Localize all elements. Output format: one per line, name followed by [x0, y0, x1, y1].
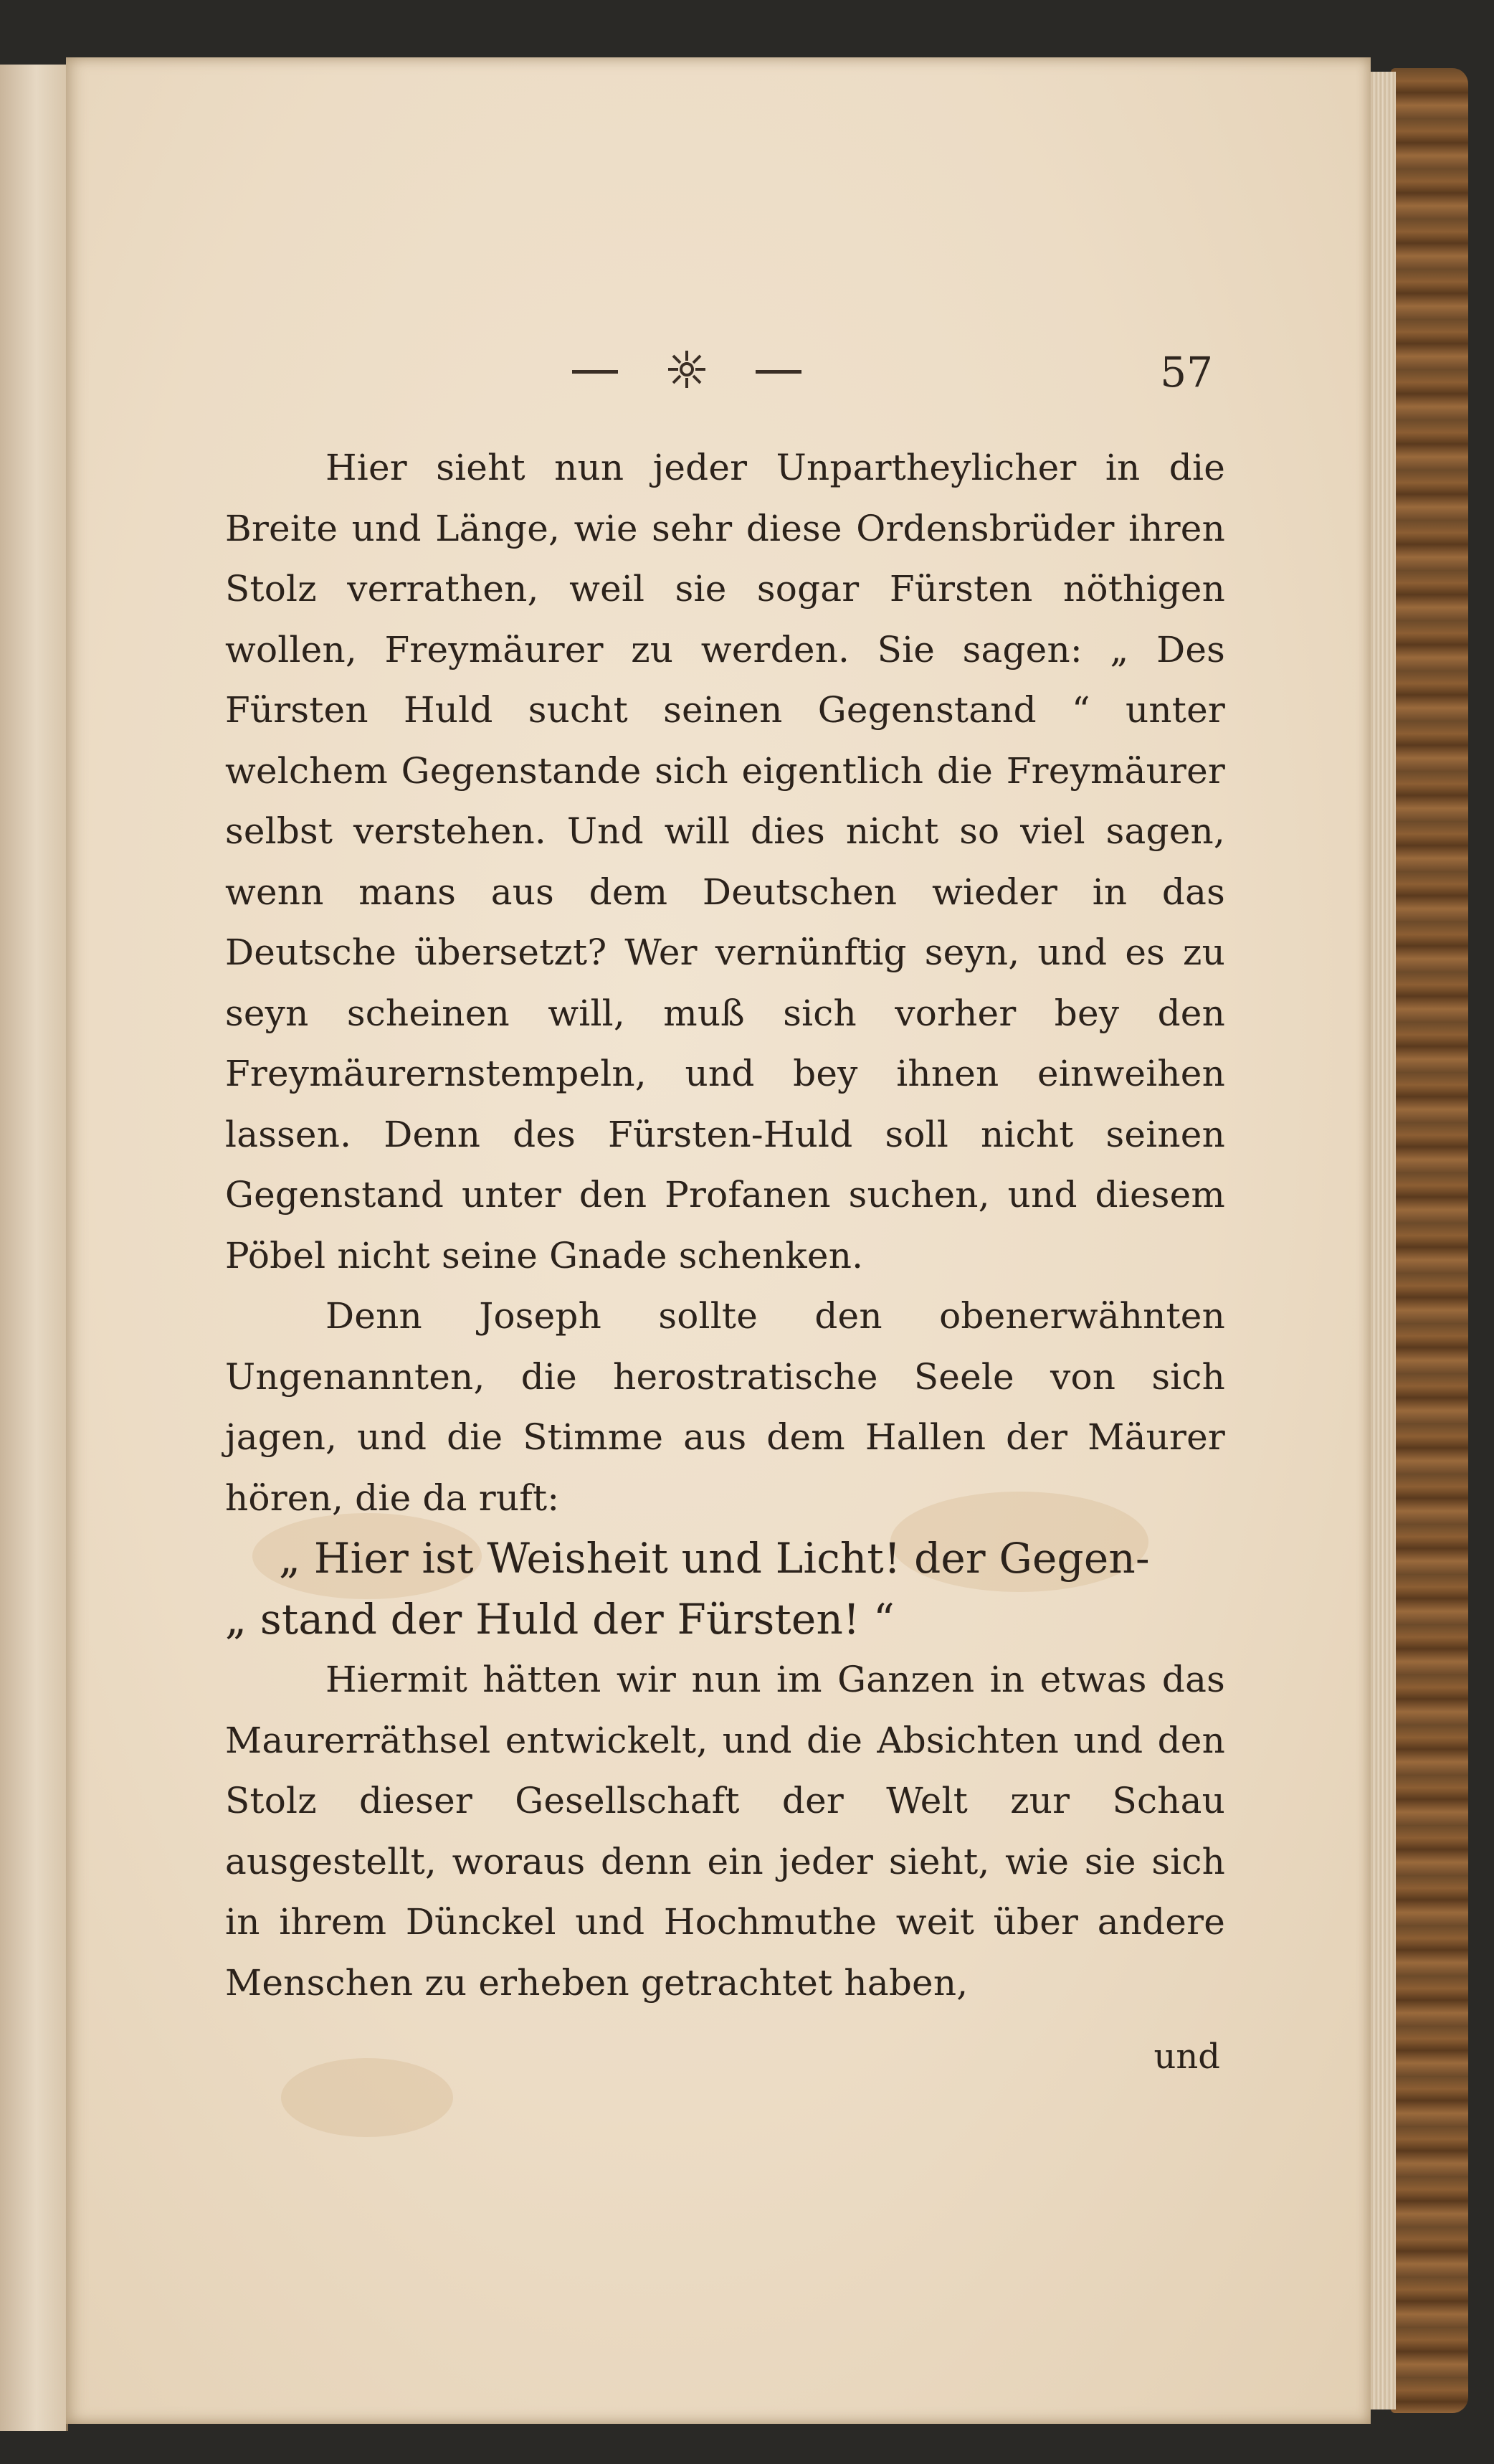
- paragraph-3: Hiermit hätten wir nun im Ganzen in etwas das Maurerräthsel entwickelt, und die Absichten und den Stolz dieser Gesellschaft der Welt zur Schau ausgestellt, woraus denn ein jeder sieht, wie sie sich in ihrem Dünckel und Hochmuthe weit über andere Menschen zu erheben getrachtet haben,: [225, 1659, 1225, 2004]
- header-rule-right: [756, 370, 801, 374]
- asterisk-rosette-icon: [665, 348, 708, 391]
- paper-stain: [281, 2058, 453, 2137]
- book-binding-edge: [1391, 68, 1468, 2413]
- paragraph-1: Hier sieht nun jeder Unpartheylicher in die Breite und Länge, wie sehr diese Ordensbrüder ihren Stolz verrathen, weil sie sogar Fürsten nöthigen wollen, Freymäurer zu werden. Sie sagen: „ Des Fürsten Huld sucht seinen Gegenstand “ unter welchem Gegenstande sich eigentlich die Freymäurer selbst verstehen. Und will dies nicht so viel sagen, wenn mans aus dem Deutschen wieder in das Deutsche übersetzt? Wer vernünftig seyn, und es zu seyn scheinen will, muß sich vorher bey den Freymäurernstempeln, und bey ihnen einweihen lassen. Denn des Fürsten-Huld soll nicht seinen Gegenstand unter den Profanen suchen, und diesem Pöbel nicht seine Gnade schenken.: [225, 447, 1225, 1276]
- paragraph-2: Denn Joseph sollte den obenerwähnten Ungenannten, die herostratische Seele von sich jagen, und die Stimme aus dem Hallen der Mäurer hören, die da ruft:: [225, 1295, 1225, 1519]
- catchword: und: [1153, 2037, 1220, 2077]
- header-rule-left: [572, 370, 618, 374]
- facing-page-edge: [0, 65, 68, 2431]
- quote-line-2: „ stand der Huld der Fürsten! “: [225, 1594, 895, 1644]
- body-text: [225, 437, 1225, 2013]
- page-number: 57: [1160, 348, 1213, 397]
- book-page: [66, 57, 1371, 2424]
- quote-line-1: „ Hier ist Weisheit und Licht! der Gegen-: [279, 1534, 1150, 1583]
